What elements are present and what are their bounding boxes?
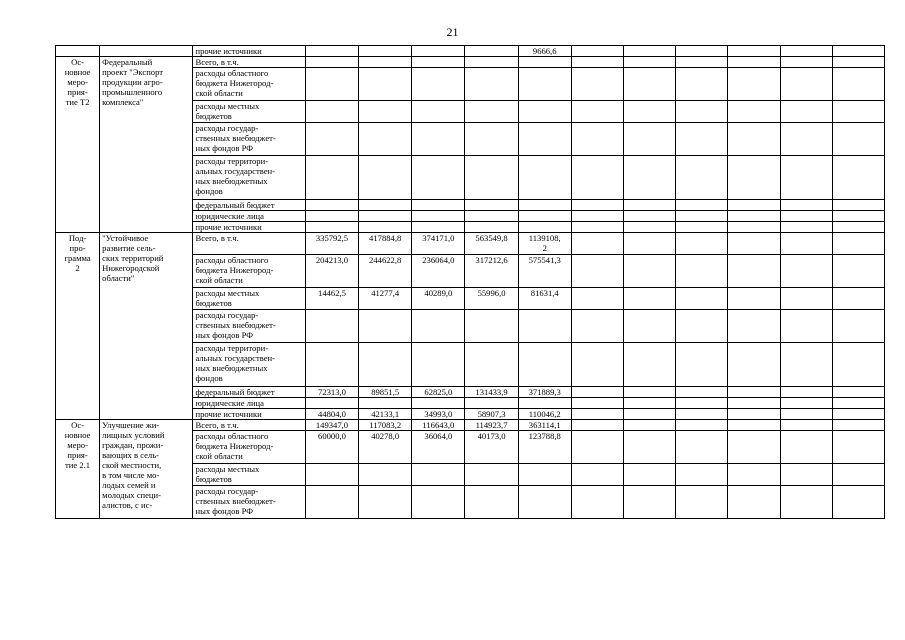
amount-cell <box>676 211 728 222</box>
amount-cell <box>465 156 518 200</box>
amount-cell <box>465 486 518 519</box>
funding-source-cell: расходы государ- ственных внебюджет- ных фондов РФ <box>193 310 305 343</box>
amount-cell <box>728 156 780 200</box>
amount-cell <box>359 57 412 68</box>
amount-cell <box>780 233 832 255</box>
amount-cell <box>305 200 358 211</box>
amount-cell: 58907,3 <box>465 409 518 420</box>
amount-cell <box>305 68 358 101</box>
amount-cell <box>412 310 465 343</box>
amount-cell <box>305 156 358 200</box>
amount-cell <box>412 101 465 123</box>
amount-cell <box>780 200 832 211</box>
amount-cell <box>518 101 571 123</box>
amount-cell <box>465 57 518 68</box>
amount-cell <box>728 46 780 57</box>
amount-cell <box>571 387 623 398</box>
amount-cell <box>571 431 623 464</box>
amount-cell <box>728 288 780 310</box>
amount-cell <box>624 255 676 288</box>
amount-cell <box>676 310 728 343</box>
amount-cell <box>780 123 832 156</box>
amount-cell <box>780 101 832 123</box>
amount-cell: 131433,9 <box>465 387 518 398</box>
amount-cell <box>359 200 412 211</box>
amount-cell <box>832 343 884 387</box>
amount-cell <box>728 123 780 156</box>
amount-cell <box>624 200 676 211</box>
amount-cell <box>305 211 358 222</box>
amount-cell: 204213,0 <box>305 255 358 288</box>
amount-cell: 36064,0 <box>412 431 465 464</box>
amount-cell <box>676 343 728 387</box>
amount-cell <box>728 343 780 387</box>
amount-cell <box>780 156 832 200</box>
amount-cell <box>624 343 676 387</box>
amount-cell <box>624 409 676 420</box>
amount-cell <box>676 222 728 233</box>
amount-cell <box>728 486 780 519</box>
amount-cell <box>676 464 728 486</box>
amount-cell <box>780 68 832 101</box>
amount-cell <box>465 398 518 409</box>
amount-cell <box>624 431 676 464</box>
amount-cell: 110046,2 <box>518 409 571 420</box>
funding-source-cell: расходы областного бюджета Нижегород- ской области <box>193 431 305 464</box>
amount-cell <box>359 68 412 101</box>
amount-cell <box>832 486 884 519</box>
budget-table <box>55 45 885 519</box>
amount-cell <box>676 101 728 123</box>
amount-cell <box>359 310 412 343</box>
amount-cell <box>465 464 518 486</box>
amount-cell: 41277,4 <box>359 288 412 310</box>
amount-cell <box>412 211 465 222</box>
amount-cell: 563549,8 <box>465 233 518 255</box>
amount-cell <box>305 123 358 156</box>
amount-cell <box>518 211 571 222</box>
amount-cell <box>571 255 623 288</box>
amount-cell <box>832 409 884 420</box>
amount-cell <box>780 255 832 288</box>
funding-source-cell: юридические лица <box>193 398 305 409</box>
amount-cell <box>465 222 518 233</box>
funding-source-cell: прочие источники <box>193 222 305 233</box>
amount-cell <box>412 398 465 409</box>
amount-cell <box>571 310 623 343</box>
amount-cell <box>780 387 832 398</box>
amount-cell <box>676 200 728 211</box>
amount-cell <box>571 211 623 222</box>
amount-cell <box>780 288 832 310</box>
amount-cell <box>832 387 884 398</box>
amount-cell <box>728 409 780 420</box>
amount-cell <box>571 156 623 200</box>
amount-cell <box>676 387 728 398</box>
amount-cell <box>571 288 623 310</box>
amount-cell <box>728 387 780 398</box>
amount-cell <box>359 464 412 486</box>
funding-source-cell: расходы территори- альных государствен- ных внебюджетных фондов <box>193 343 305 387</box>
amount-cell <box>518 464 571 486</box>
funding-source-cell: федеральный бюджет <box>193 200 305 211</box>
amount-cell: 123788,8 <box>518 431 571 464</box>
amount-cell <box>571 343 623 387</box>
amount-cell <box>728 255 780 288</box>
page-number: 21 <box>446 25 459 39</box>
amount-cell <box>571 398 623 409</box>
amount-cell <box>728 464 780 486</box>
amount-cell <box>571 233 623 255</box>
amount-cell <box>676 68 728 101</box>
event-name-cell: Улучшение жи- лищных условий граждан, прожи- вающих в сель- ской местности, в том числе мо- лодых семей и молодых специ- алистов, с ис- <box>100 420 193 519</box>
funding-source-cell: прочие источники <box>193 46 305 57</box>
amount-cell <box>728 57 780 68</box>
amount-cell <box>412 46 465 57</box>
amount-cell: 371889,3 <box>518 387 571 398</box>
amount-cell: 417884,8 <box>359 233 412 255</box>
amount-cell <box>359 46 412 57</box>
amount-cell <box>518 310 571 343</box>
event-name-cell <box>100 46 193 57</box>
amount-cell <box>728 398 780 409</box>
funding-source-cell: расходы местных бюджетов <box>193 288 305 310</box>
amount-cell: 81631,4 <box>518 288 571 310</box>
amount-cell: 363114,1 <box>518 420 571 431</box>
amount-cell <box>571 101 623 123</box>
amount-cell <box>412 222 465 233</box>
amount-cell <box>571 68 623 101</box>
amount-cell <box>518 222 571 233</box>
amount-cell: 72313,0 <box>305 387 358 398</box>
amount-cell <box>571 222 623 233</box>
amount-cell <box>624 57 676 68</box>
event-code-cell: Под- про- грамма 2 <box>56 233 100 420</box>
amount-cell <box>518 486 571 519</box>
amount-cell <box>305 398 358 409</box>
amount-cell <box>359 211 412 222</box>
amount-cell <box>359 222 412 233</box>
amount-cell <box>412 57 465 68</box>
amount-cell: 40278,0 <box>359 431 412 464</box>
amount-cell: 40173,0 <box>465 431 518 464</box>
amount-cell <box>624 123 676 156</box>
amount-cell <box>624 68 676 101</box>
amount-cell <box>676 123 728 156</box>
amount-cell: 335792,5 <box>305 233 358 255</box>
amount-cell <box>518 398 571 409</box>
table-row <box>56 57 885 68</box>
amount-cell <box>571 123 623 156</box>
amount-cell <box>780 486 832 519</box>
amount-cell <box>305 486 358 519</box>
amount-cell <box>518 200 571 211</box>
funding-source-cell: расходы государ- ственных внебюджет- ных фондов РФ <box>193 486 305 519</box>
amount-cell <box>676 46 728 57</box>
amount-cell <box>518 57 571 68</box>
funding-source-cell: федеральный бюджет <box>193 387 305 398</box>
amount-cell <box>780 57 832 68</box>
amount-cell <box>571 46 623 57</box>
amount-cell <box>728 233 780 255</box>
amount-cell <box>412 123 465 156</box>
funding-source-cell: юридические лица <box>193 211 305 222</box>
amount-cell: 116643,0 <box>412 420 465 431</box>
amount-cell <box>624 420 676 431</box>
funding-source-cell: прочие источники <box>193 409 305 420</box>
amount-cell: 55996,0 <box>465 288 518 310</box>
amount-cell <box>728 101 780 123</box>
amount-cell <box>518 156 571 200</box>
event-code-cell: Ос- новное меро- прия- тие 2.1 <box>56 420 100 519</box>
amount-cell <box>624 486 676 519</box>
amount-cell <box>832 101 884 123</box>
amount-cell <box>624 398 676 409</box>
amount-cell <box>518 123 571 156</box>
amount-cell: 117083,2 <box>359 420 412 431</box>
amount-cell <box>571 420 623 431</box>
amount-cell: 60000,0 <box>305 431 358 464</box>
amount-cell <box>465 123 518 156</box>
amount-cell: 34993,0 <box>412 409 465 420</box>
amount-cell: 40289,0 <box>412 288 465 310</box>
amount-cell <box>832 398 884 409</box>
amount-cell <box>728 68 780 101</box>
amount-cell <box>832 156 884 200</box>
amount-cell <box>728 420 780 431</box>
amount-cell <box>676 288 728 310</box>
amount-cell <box>780 222 832 233</box>
amount-cell <box>359 398 412 409</box>
amount-cell <box>465 101 518 123</box>
amount-cell: 114923,7 <box>465 420 518 431</box>
amount-cell <box>832 68 884 101</box>
amount-cell <box>832 288 884 310</box>
funding-source-cell: расходы государ- ственных внебюджет- ных фондов РФ <box>193 123 305 156</box>
amount-cell <box>465 310 518 343</box>
amount-cell <box>412 156 465 200</box>
funding-source-cell: расходы областного бюджета Нижегород- ской области <box>193 68 305 101</box>
amount-cell <box>676 486 728 519</box>
amount-cell <box>832 420 884 431</box>
amount-cell <box>412 200 465 211</box>
amount-cell <box>518 68 571 101</box>
amount-cell <box>359 156 412 200</box>
amount-cell <box>412 486 465 519</box>
funding-source-cell: Всего, в т.ч. <box>193 420 305 431</box>
amount-cell <box>728 211 780 222</box>
amount-cell <box>832 123 884 156</box>
amount-cell <box>676 255 728 288</box>
amount-cell <box>359 486 412 519</box>
amount-cell <box>676 233 728 255</box>
amount-cell: 236064,0 <box>412 255 465 288</box>
amount-cell <box>359 101 412 123</box>
amount-cell <box>305 310 358 343</box>
amount-cell <box>728 200 780 211</box>
event-name-cell: Федеральный проект "Экспорт продукции агро- промышленного комплекса" <box>100 57 193 233</box>
amount-cell <box>624 211 676 222</box>
funding-source-cell: расходы местных бюджетов <box>193 464 305 486</box>
amount-cell: 42133,1 <box>359 409 412 420</box>
amount-cell <box>571 200 623 211</box>
amount-cell <box>624 222 676 233</box>
amount-cell <box>571 464 623 486</box>
amount-cell <box>728 310 780 343</box>
amount-cell: 1139108, 2 <box>518 233 571 255</box>
amount-cell <box>780 398 832 409</box>
amount-cell <box>832 431 884 464</box>
amount-cell: 317212,6 <box>465 255 518 288</box>
amount-cell <box>780 211 832 222</box>
amount-cell <box>305 46 358 57</box>
amount-cell <box>624 101 676 123</box>
amount-cell <box>676 57 728 68</box>
amount-cell <box>465 211 518 222</box>
amount-cell: 62825,0 <box>412 387 465 398</box>
amount-cell <box>571 57 623 68</box>
amount-cell <box>305 464 358 486</box>
event-code-cell <box>56 46 100 57</box>
amount-cell <box>359 343 412 387</box>
event-name-cell: "Устойчивое развитие сель- ских территорий Нижегородской области" <box>100 233 193 420</box>
amount-cell <box>305 57 358 68</box>
amount-cell <box>465 46 518 57</box>
amount-cell <box>305 222 358 233</box>
funding-source-cell: расходы местных бюджетов <box>193 101 305 123</box>
amount-cell <box>780 420 832 431</box>
funding-source-cell: расходы областного бюджета Нижегород- ской области <box>193 255 305 288</box>
amount-cell <box>412 343 465 387</box>
table-row <box>56 46 885 57</box>
amount-cell <box>780 46 832 57</box>
amount-cell <box>465 200 518 211</box>
amount-cell <box>305 343 358 387</box>
event-code-cell: Ос- новное меро- прия- тие Т2 <box>56 57 100 233</box>
amount-cell <box>624 46 676 57</box>
amount-cell <box>832 464 884 486</box>
amount-cell <box>832 255 884 288</box>
amount-cell <box>571 409 623 420</box>
amount-cell: 244622,8 <box>359 255 412 288</box>
amount-cell <box>305 101 358 123</box>
amount-cell <box>728 222 780 233</box>
funding-source-cell: Всего, в т.ч. <box>193 57 305 68</box>
amount-cell <box>571 486 623 519</box>
amount-cell: 9666,6 <box>518 46 571 57</box>
amount-cell <box>780 464 832 486</box>
amount-cell <box>832 200 884 211</box>
amount-cell: 149347,0 <box>305 420 358 431</box>
amount-cell <box>832 310 884 343</box>
amount-cell <box>832 233 884 255</box>
amount-cell <box>465 68 518 101</box>
amount-cell <box>359 123 412 156</box>
funding-source-cell: расходы территори- альных государствен- ных внебюджетных фондов <box>193 156 305 200</box>
amount-cell <box>624 387 676 398</box>
amount-cell <box>832 222 884 233</box>
amount-cell <box>676 409 728 420</box>
amount-cell: 89851,5 <box>359 387 412 398</box>
amount-cell: 374171,0 <box>412 233 465 255</box>
amount-cell <box>412 464 465 486</box>
amount-cell <box>624 233 676 255</box>
amount-cell <box>676 156 728 200</box>
amount-cell <box>624 464 676 486</box>
amount-cell <box>780 310 832 343</box>
amount-cell <box>518 343 571 387</box>
amount-cell: 14462,5 <box>305 288 358 310</box>
amount-cell <box>832 46 884 57</box>
amount-cell <box>832 211 884 222</box>
table-row <box>56 233 885 255</box>
amount-cell <box>412 68 465 101</box>
amount-cell <box>624 156 676 200</box>
amount-cell <box>780 343 832 387</box>
amount-cell <box>624 310 676 343</box>
amount-cell <box>676 420 728 431</box>
funding-source-cell: Всего, в т.ч. <box>193 233 305 255</box>
amount-cell <box>728 431 780 464</box>
amount-cell: 44804,0 <box>305 409 358 420</box>
amount-cell <box>832 57 884 68</box>
amount-cell <box>676 398 728 409</box>
table-row <box>56 420 885 431</box>
amount-cell <box>676 431 728 464</box>
amount-cell <box>780 431 832 464</box>
amount-cell <box>780 409 832 420</box>
amount-cell <box>624 288 676 310</box>
amount-cell <box>465 343 518 387</box>
amount-cell: 575541,3 <box>518 255 571 288</box>
